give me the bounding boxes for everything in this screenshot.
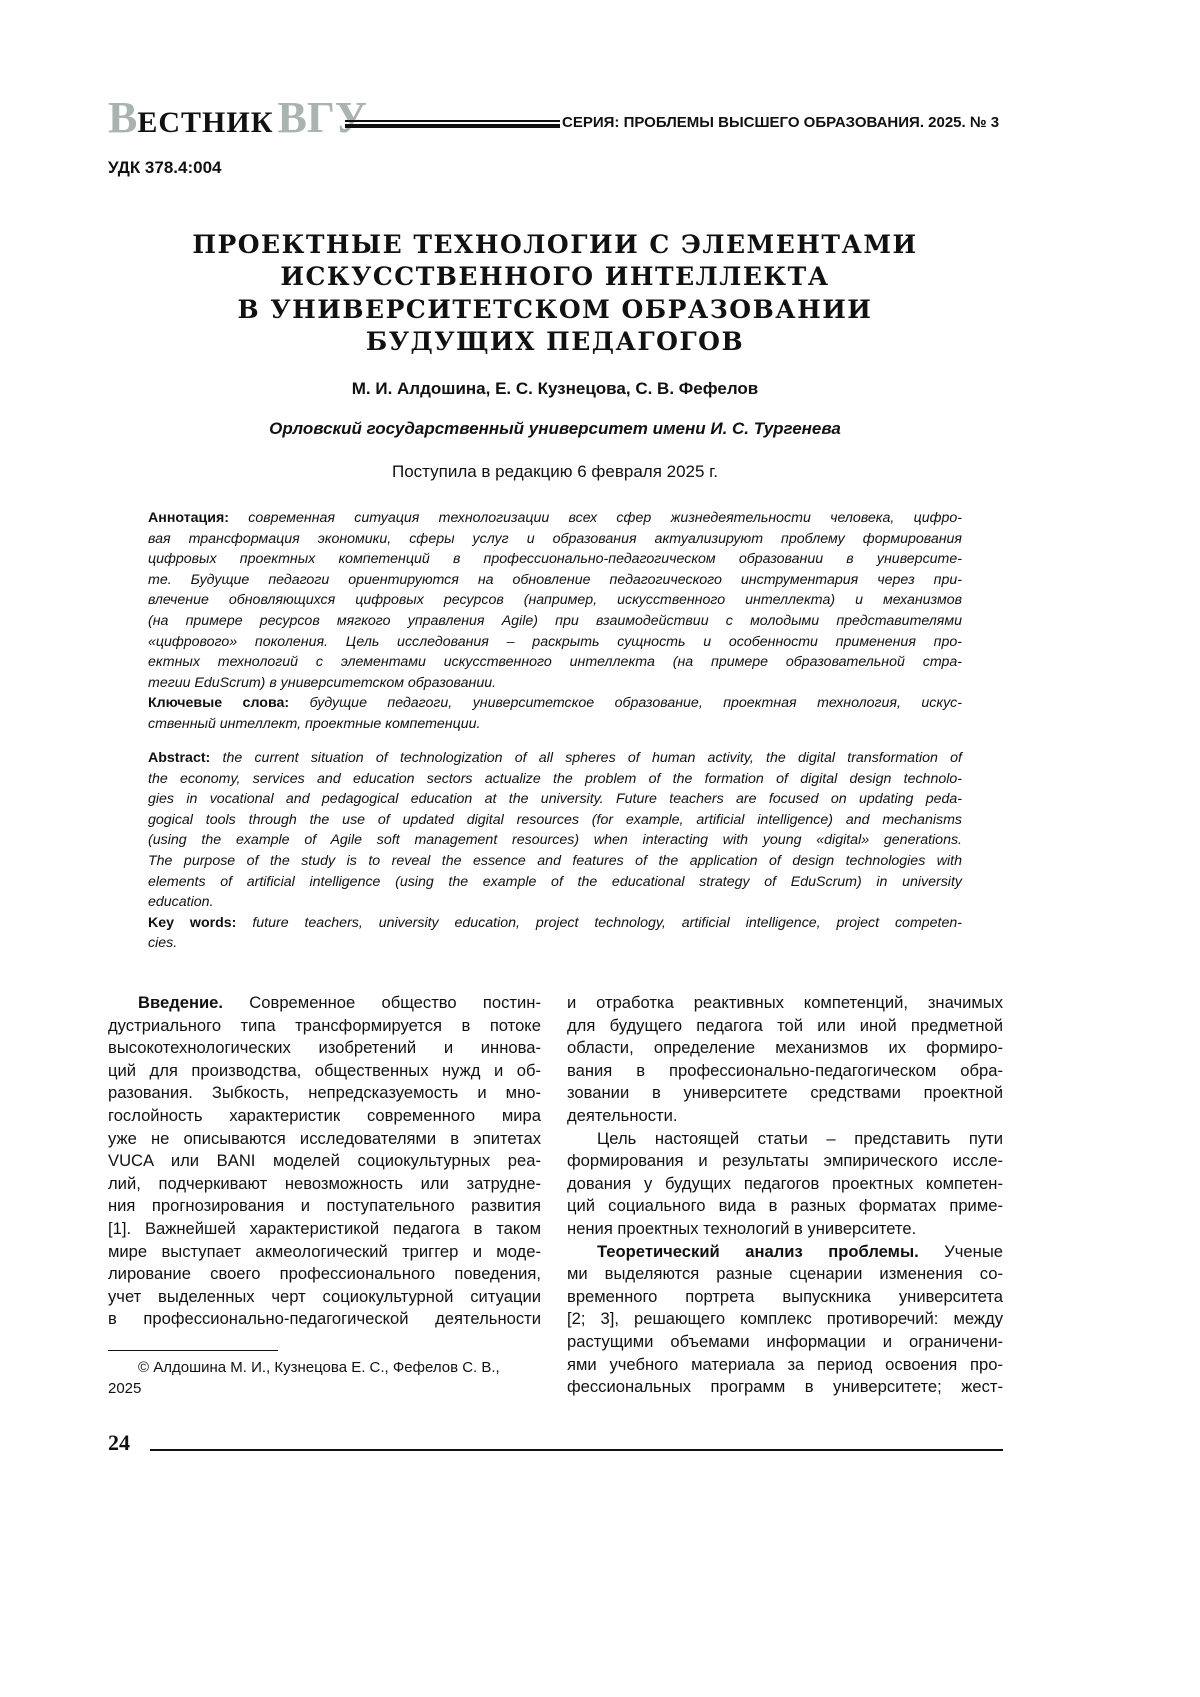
- line-text: разования. Зыбкость, непредсказуемость и мно-: [108, 1083, 541, 1103]
- line-text: (на примере ресурсов мягкого управления Agile) при взаимодействии с молодыми представителями: [148, 612, 962, 629]
- page-number: 24: [108, 1430, 130, 1455]
- text-line: [108, 1173, 541, 1196]
- text-line: [567, 1150, 1003, 1173]
- line-text: education.: [148, 894, 214, 911]
- text-line: [148, 652, 962, 673]
- text-line: [567, 1195, 1003, 1218]
- line-text: области, определение механизмов их формиро-: [567, 1038, 1003, 1058]
- udk-code: УДК 378.4:004: [108, 158, 222, 177]
- line-text: cies.: [148, 935, 178, 952]
- paragraph-lead: Key words:: [148, 914, 237, 931]
- text-line: [108, 1308, 541, 1331]
- line-text: ми выделяются разные сценарии изменения со-: [567, 1264, 1003, 1284]
- paragraph-lead: Ключевые слова:: [148, 695, 290, 712]
- line-text: дустриального типа трансформируется в потоке: [108, 1015, 541, 1035]
- line-text: современная ситуация технологизации всех сфер жизнедеятельности человека, цифро-: [248, 510, 962, 526]
- line-text: [1]. Важнейшей характеристикой педагога в таком: [108, 1218, 541, 1238]
- text-line: [148, 892, 962, 913]
- text-line: [108, 1128, 541, 1151]
- line-text: влечение обновляющихся цифровых ресурсов (например, искусственного интеллекта) и механизмов: [148, 592, 962, 609]
- text-line: [567, 1308, 1003, 1331]
- article-title-line: ИСКУССТВЕННОГО ИНТЕЛЛЕКТА: [280, 262, 830, 291]
- text-line: [567, 1060, 1003, 1083]
- line-text: VUCA или BANI моделей социокультурных реа-: [108, 1151, 541, 1171]
- line-text: the current situation of technologization of all spheres of human activity, the digital transformation of: [222, 750, 962, 766]
- text-line: [148, 913, 962, 934]
- text-line: [567, 1037, 1003, 1060]
- article-title-line: ПРОЕКТНЫЕ ТЕХНОЛОГИИ С ЭЛЕМЕНТАМИ: [192, 230, 918, 259]
- text-line: [567, 1015, 1003, 1038]
- text-line: [148, 748, 962, 769]
- text-line: [567, 1263, 1003, 1286]
- annotation-ru: [148, 508, 962, 735]
- line-text: нения проектных технологий в университете.: [567, 1218, 917, 1238]
- text-line: [567, 1082, 1003, 1105]
- text-line: [148, 611, 962, 632]
- paragraph-lead: Аннотация:: [148, 510, 229, 526]
- journal-logo: ВЕСТНИК ВГУ: [108, 93, 368, 142]
- line-text: Современное общество постин-: [249, 993, 541, 1012]
- paragraph-lead: Введение.: [138, 993, 224, 1012]
- line-text: растущими объемами информации и ограничени-: [567, 1331, 1003, 1351]
- line-text: лирование своего профессионального поведения,: [108, 1264, 541, 1284]
- line-text: The purpose of the study is to reveal the essence and features of the application of design technologies with: [148, 852, 962, 869]
- line-text: ственный интеллект, проектные компетенции.: [148, 715, 481, 732]
- text-line: [108, 992, 541, 1015]
- received-date: Поступила в редакцию 6 февраля 2025 г.: [391, 462, 719, 481]
- line-text: gies in vocational and pedagogical education at the university. Future teachers are focused on updating peda-: [148, 791, 962, 808]
- footnote-line: © Алдошина М. И., Кузнецова Е. С., Фефелов С. В.,: [138, 1359, 500, 1376]
- line-text: тегии EduScrum) в университетском образовании.: [148, 674, 497, 691]
- line-text: elements of artificial intelligence (using the example of the educational strategy of EduScrum) in university: [148, 873, 962, 890]
- line-text: вая трансформация экономики, сферы услуг и образования актуализируют проблему формирования: [148, 530, 962, 547]
- text-line: [108, 1037, 541, 1060]
- line-text: ций для производства, общественных нужд и об-: [108, 1060, 541, 1080]
- text-line: [148, 714, 962, 735]
- text-line: [567, 1241, 1003, 1264]
- line-text: зовании в университете средствами проектной: [567, 1083, 1003, 1103]
- line-text: учет выделенных черт социокультурной ситуации: [108, 1286, 541, 1306]
- text-line: [148, 529, 962, 550]
- line-text: ций социального вида в разных форматах приме-: [567, 1196, 1003, 1216]
- text-line: [148, 933, 962, 954]
- text-line: [567, 1105, 1003, 1128]
- text-line: [108, 1241, 541, 1264]
- line-text: те. Будущие педагоги ориентируются на обновление педагогического инструментария через при-: [148, 571, 962, 588]
- line-text: ями учебного материала за период освоения про-: [567, 1354, 1003, 1374]
- line-text: цифровых проектных компетенций в профессионально-педагогическом образовании в университе-: [148, 551, 962, 568]
- text-line: [567, 1128, 1003, 1151]
- series-label: СЕРИЯ: ПРОБЛЕМЫ ВЫСШЕГО ОБРАЗОВАНИЯ. 2025. № 3: [562, 114, 1000, 131]
- line-text: временного портрета выпускника университета: [567, 1286, 1003, 1306]
- line-text: уже не описываются исследователями в эпитетах: [108, 1128, 541, 1148]
- text-line: [148, 508, 962, 529]
- text-line: [148, 851, 962, 872]
- body-column-left: [108, 992, 541, 1331]
- text-line: [108, 1286, 541, 1309]
- line-text: the economy, services and education sectors actualize the problem of the formation of digital design technolo-: [148, 770, 962, 787]
- footnote-line: 2025: [108, 1380, 142, 1397]
- line-text: (using the example of Agile soft management resources) when interacting with young «digital» generations.: [148, 832, 962, 849]
- line-text: лий, подчеркивают невозможность или затрудне-: [108, 1173, 541, 1193]
- line-text: для будущего педагога той или иной предметной: [567, 1015, 1003, 1035]
- article-title-line: БУДУЩИХ ПЕДАГОГОВ: [365, 327, 745, 356]
- text-line: [108, 1105, 541, 1128]
- line-text: «цифрового» поколения. Цель исследования – раскрыть сущность и особенности применения про-: [148, 633, 962, 650]
- line-text: деятельности.: [567, 1105, 678, 1125]
- footnote-rule: [108, 1350, 278, 1351]
- text-line: [148, 590, 962, 611]
- text-line: [148, 693, 962, 714]
- text-line: [148, 810, 962, 831]
- line-text: формирования и результаты эмпирического иссле-: [567, 1151, 1003, 1171]
- text-line: [567, 1376, 1003, 1399]
- text-line: [148, 549, 962, 570]
- line-text: и отработка реактивных компетенций, значимых: [567, 993, 1003, 1012]
- text-line: [108, 1015, 541, 1038]
- text-line: [108, 1082, 541, 1105]
- line-text: ектных технологий с элементами искусственного интеллекта (на примере образовательной стра-: [148, 654, 962, 671]
- text-line: [148, 830, 962, 851]
- line-text: фессиональных программ в университете; жест-: [567, 1377, 1003, 1397]
- text-line: [108, 1263, 541, 1286]
- line-text: gogical tools through the use of updated digital resources (for example, artificial intelligence) and mechanisms: [148, 811, 962, 828]
- paragraph-lead: Теоретический анализ проблемы.: [597, 1241, 919, 1261]
- text-line: [567, 1286, 1003, 1309]
- line-text: future teachers, university education, project technology, artificial intelligence, project competen-: [252, 914, 962, 931]
- line-text: Ученые: [944, 1241, 1003, 1261]
- line-text: будущие педагоги, университетское образование, проектная технология, искус-: [309, 695, 963, 712]
- line-text: дования у будущих педагогов проектных компетен-: [567, 1173, 1003, 1193]
- affiliation: Орловский государственный университет имени И. С. Тургенева: [269, 419, 841, 438]
- text-line: [148, 769, 962, 790]
- line-text: высокотехнологических изобретений и иннова-: [108, 1038, 541, 1058]
- paragraph-lead: Abstract:: [148, 750, 211, 766]
- text-line: [567, 1331, 1003, 1354]
- article-title-line: В УНИВЕРСИТЕТСКОМ ОБРАЗОВАНИИ: [237, 295, 873, 324]
- line-text: вания в профессионально-педагогическом обра-: [567, 1060, 1003, 1080]
- line-text: в профессионально-педагогической деятельности: [108, 1309, 541, 1329]
- copyright-footnote: [108, 1357, 541, 1399]
- text-line: [567, 1173, 1003, 1196]
- line-text: гослойность характеристик современного мира: [108, 1105, 541, 1125]
- text-line: [567, 1354, 1003, 1377]
- body-column-right: [567, 992, 1003, 1399]
- text-line: [108, 1195, 541, 1218]
- header-rule: [345, 120, 560, 128]
- text-line: [108, 1060, 541, 1083]
- text-line: [148, 673, 962, 694]
- text-line: [148, 570, 962, 591]
- text-line: [148, 789, 962, 810]
- text-line: [567, 992, 1003, 1015]
- footer-rule: [150, 1449, 1003, 1451]
- text-line: [567, 1218, 1003, 1241]
- line-text: мире выступает акмеологический триггер и моде-: [108, 1241, 541, 1261]
- text-line: [148, 872, 962, 893]
- line-text: Цель настоящей статьи – представить пути: [597, 1128, 1003, 1148]
- text-line: [148, 632, 962, 653]
- authors: М. И. Алдошина, Е. С. Кузнецова, С. В. Фефелов: [351, 379, 759, 398]
- line-text: [2; 3], решающего комплекс противоречий: между: [567, 1309, 1003, 1329]
- line-text: ния прогнозирования и поступательного развития: [108, 1196, 541, 1216]
- text-line: [108, 1150, 541, 1173]
- abstract-en: [148, 748, 962, 954]
- text-line: [108, 1218, 541, 1241]
